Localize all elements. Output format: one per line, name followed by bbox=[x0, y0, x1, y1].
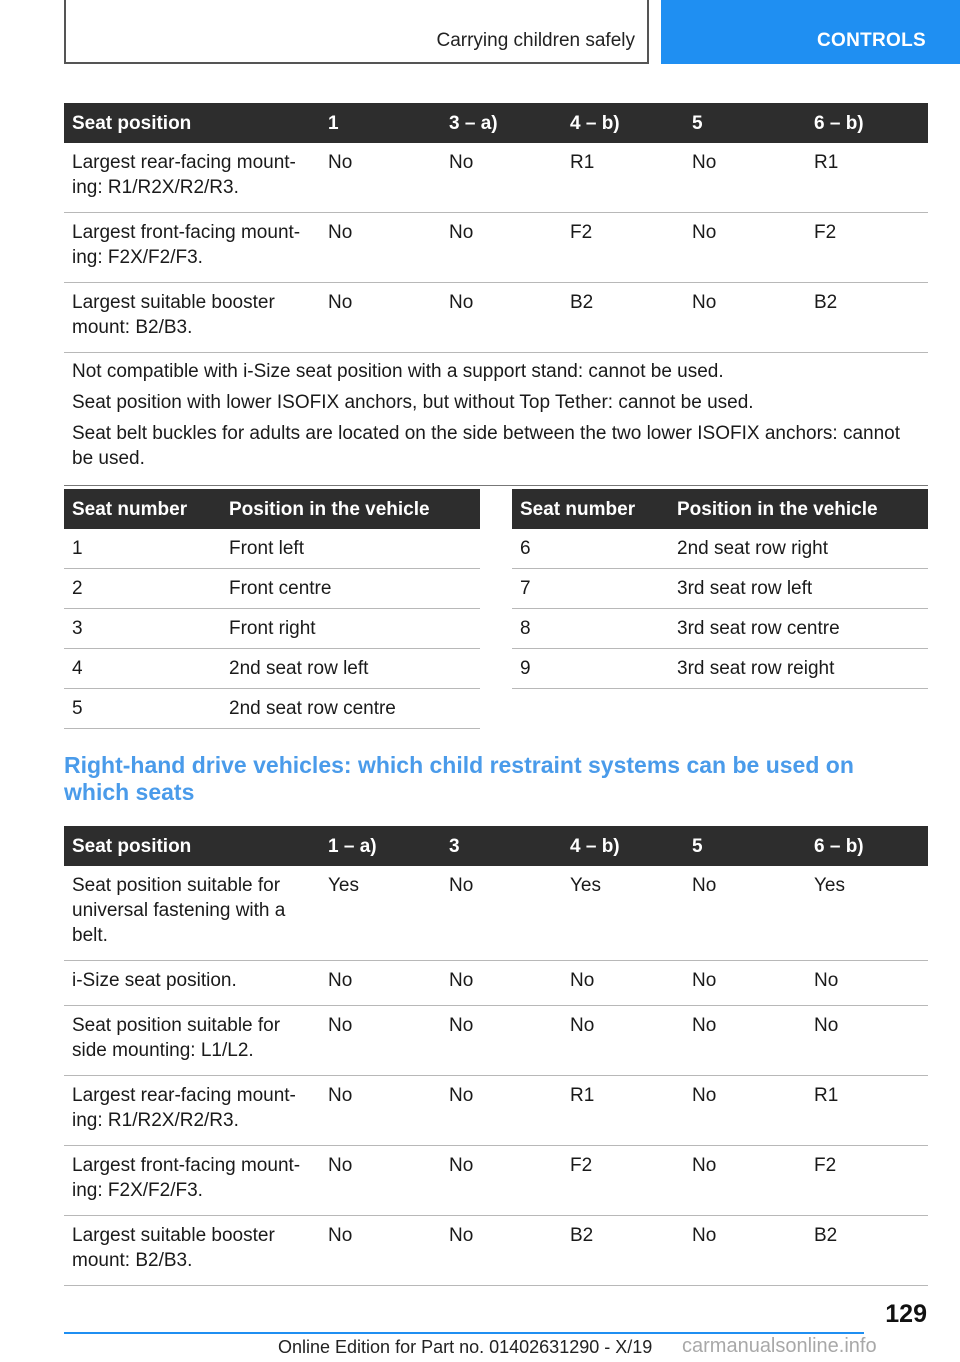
seat-position: 2nd seat row centre bbox=[221, 689, 480, 729]
edition-text: Online Edition for Part no. 01402631290 - X/19 bbox=[278, 1337, 653, 1357]
table-cell: No bbox=[320, 1216, 441, 1286]
column-header: Seat number bbox=[512, 489, 669, 529]
seat-position: Front centre bbox=[221, 569, 480, 609]
table-cell: No bbox=[684, 143, 806, 213]
table-row bbox=[64, 529, 480, 569]
seat-position: 3rd seat row reight bbox=[669, 649, 928, 689]
seat-number: 7 bbox=[512, 569, 669, 609]
seat-position: 2nd seat row right bbox=[669, 529, 928, 569]
table-row bbox=[512, 609, 928, 649]
table-row bbox=[64, 866, 928, 961]
table-cell: B2 bbox=[562, 1216, 684, 1286]
column-header: Seat position bbox=[64, 103, 320, 143]
table-cell: B2 bbox=[562, 283, 684, 353]
seat-number: 2 bbox=[64, 569, 221, 609]
seat-position: 3rd seat row left bbox=[669, 569, 928, 609]
seat-position: 2nd seat row left bbox=[221, 649, 480, 689]
table-cell: No bbox=[441, 866, 562, 961]
seat-number-table-left bbox=[64, 489, 480, 729]
table-row bbox=[512, 569, 928, 609]
column-header: 6 – b) bbox=[806, 826, 928, 866]
header-section-box bbox=[64, 0, 649, 64]
table-cell: No bbox=[684, 1076, 806, 1146]
seat-number: 3 bbox=[64, 609, 221, 649]
table-row bbox=[64, 1216, 928, 1286]
seat-number: 1 bbox=[64, 529, 221, 569]
table-cell: No bbox=[806, 1006, 928, 1076]
table-cell: No bbox=[684, 283, 806, 353]
section-title: Carrying children safely bbox=[436, 30, 635, 51]
table-cell: No bbox=[320, 1006, 441, 1076]
table-cell: No bbox=[320, 213, 441, 283]
table-cell: R1 bbox=[562, 1076, 684, 1146]
table-row bbox=[64, 283, 928, 353]
seat-number: 5 bbox=[64, 689, 221, 729]
table-row bbox=[64, 609, 480, 649]
table-cell: No bbox=[684, 1006, 806, 1076]
table-header-row bbox=[512, 489, 928, 529]
table-cell: R1 bbox=[562, 143, 684, 213]
table-cell: No bbox=[684, 1216, 806, 1286]
column-header: Position in the vehicle bbox=[669, 489, 928, 529]
table-cell: No bbox=[684, 866, 806, 961]
row-label: i-Size seat position. bbox=[64, 961, 320, 1006]
table-cell: No bbox=[441, 143, 562, 213]
rhd-seat-table bbox=[64, 826, 928, 1286]
footer-divider bbox=[64, 1332, 864, 1334]
table-row bbox=[512, 649, 928, 689]
watermark: carmanualsonline.info bbox=[682, 1335, 877, 1357]
section-heading: Right-hand drive vehicles: which child restraint systems can be used on which seats bbox=[64, 752, 854, 805]
table-cell: No bbox=[320, 1076, 441, 1146]
column-header: 5 bbox=[684, 826, 806, 866]
header-chapter-tab bbox=[661, 0, 960, 64]
table-cell: No bbox=[441, 1146, 562, 1216]
table-cell: No bbox=[320, 961, 441, 1006]
column-header: Seat number bbox=[64, 489, 221, 529]
column-header: 4 – b) bbox=[562, 103, 684, 143]
column-header: 1 bbox=[320, 103, 441, 143]
seat-number-table-right bbox=[512, 489, 928, 689]
table-cell: Yes bbox=[806, 866, 928, 961]
table-row bbox=[64, 143, 928, 213]
page-number: 129 bbox=[885, 1300, 927, 1328]
table-header-row bbox=[64, 826, 928, 866]
table-notes-row bbox=[64, 353, 928, 486]
row-label: Largest rear-facing mount-ing: R1/R2X/R2/R3. bbox=[64, 143, 320, 213]
table-cell: F2 bbox=[806, 1146, 928, 1216]
table-row bbox=[512, 529, 928, 569]
table-cell: B2 bbox=[806, 1216, 928, 1286]
seat-position: Front right bbox=[221, 609, 480, 649]
table-cell: No bbox=[320, 1146, 441, 1216]
table-notes bbox=[64, 353, 928, 486]
table-row bbox=[64, 1006, 928, 1076]
table-header-row bbox=[64, 103, 928, 143]
table-note: Not compatible with i-Size seat position with a support stand: cannot be used. bbox=[72, 361, 724, 382]
table-cell: No bbox=[441, 1216, 562, 1286]
column-header: 1 – a) bbox=[320, 826, 441, 866]
table-cell: Yes bbox=[562, 866, 684, 961]
table-cell: No bbox=[684, 213, 806, 283]
table-cell: F2 bbox=[562, 1146, 684, 1216]
table-row bbox=[64, 961, 928, 1006]
column-header: Seat position bbox=[64, 826, 320, 866]
table-cell: Yes bbox=[320, 866, 441, 961]
table-cell: No bbox=[806, 961, 928, 1006]
table-cell: No bbox=[562, 1006, 684, 1076]
column-header: 3 bbox=[441, 826, 562, 866]
table-cell: No bbox=[441, 1076, 562, 1146]
row-label: Seat position suitable for universal fastening with a belt. bbox=[64, 866, 320, 961]
seat-position: Front left bbox=[221, 529, 480, 569]
table-cell: R1 bbox=[806, 143, 928, 213]
chapter-label: CONTROLS bbox=[816, 30, 926, 51]
table-note: Seat belt buckles for adults are located on the side between the two lower ISOFIX anchors: cannot be used. bbox=[72, 423, 901, 469]
table-cell: No bbox=[684, 961, 806, 1006]
table-cell: No bbox=[441, 213, 562, 283]
table-row bbox=[64, 213, 928, 283]
table-cell: F2 bbox=[806, 213, 928, 283]
row-label: Largest rear-facing mount-ing: R1/R2X/R2/R3. bbox=[64, 1076, 320, 1146]
seat-number: 4 bbox=[64, 649, 221, 689]
column-header: 5 bbox=[684, 103, 806, 143]
table-cell: R1 bbox=[806, 1076, 928, 1146]
table-cell: No bbox=[320, 283, 441, 353]
table-row bbox=[64, 1076, 928, 1146]
row-label: Largest suitable booster mount: B2/B3. bbox=[64, 283, 320, 353]
column-header: 3 – a) bbox=[441, 103, 562, 143]
column-header: Position in the vehicle bbox=[221, 489, 480, 529]
table-cell: F2 bbox=[562, 213, 684, 283]
seat-number: 9 bbox=[512, 649, 669, 689]
table-row bbox=[64, 569, 480, 609]
seat-number: 6 bbox=[512, 529, 669, 569]
table-cell: No bbox=[684, 1146, 806, 1216]
table-row bbox=[64, 1146, 928, 1216]
table-header-row bbox=[64, 489, 480, 529]
column-header: 4 – b) bbox=[562, 826, 684, 866]
table-note: Seat position with lower ISOFIX anchors, but without Top Tether: cannot be used. bbox=[72, 392, 754, 413]
table-row bbox=[64, 689, 480, 729]
row-label: Largest front-facing mount-ing: F2X/F2/F3. bbox=[64, 1146, 320, 1216]
lhd-seat-table bbox=[64, 103, 928, 486]
table-row bbox=[64, 649, 480, 689]
table-cell: No bbox=[320, 143, 441, 213]
seat-number: 8 bbox=[512, 609, 669, 649]
table-cell: No bbox=[441, 283, 562, 353]
row-label: Largest suitable booster mount: B2/B3. bbox=[64, 1216, 320, 1286]
table-cell: B2 bbox=[806, 283, 928, 353]
table-cell: No bbox=[441, 961, 562, 1006]
seat-position: 3rd seat row centre bbox=[669, 609, 928, 649]
row-label: Seat position suitable for side mounting: L1/L2. bbox=[64, 1006, 320, 1076]
table-cell: No bbox=[562, 961, 684, 1006]
column-header: 6 – b) bbox=[806, 103, 928, 143]
table-cell: No bbox=[441, 1006, 562, 1076]
row-label: Largest front-facing mount-ing: F2X/F2/F3. bbox=[64, 213, 320, 283]
